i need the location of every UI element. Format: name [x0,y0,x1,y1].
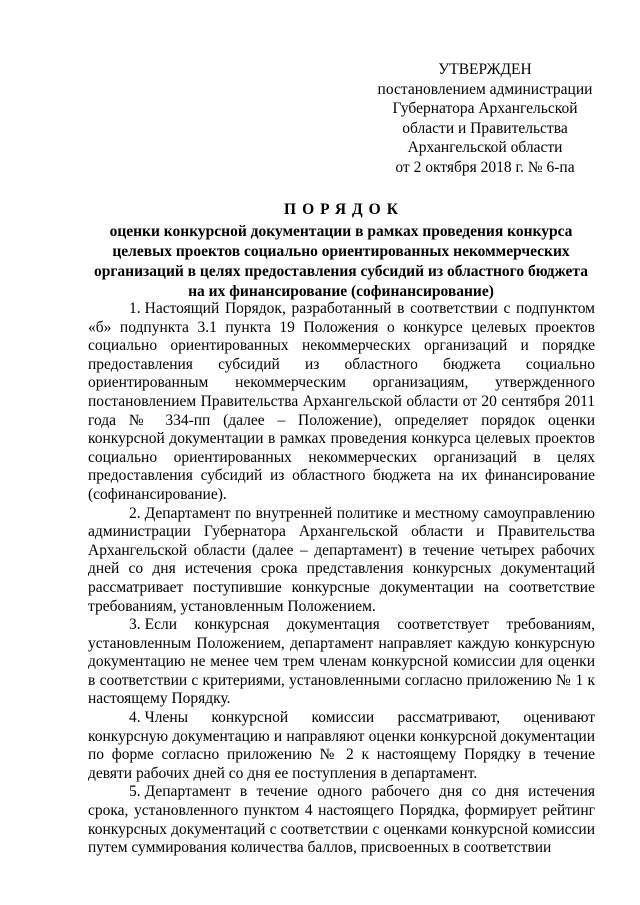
approval-line: Архангельской области [407,139,563,157]
subtitle-line: организаций в целях предоставления субсидий из областного бюджета [94,263,588,280]
approval-stamp [372,60,598,178]
paragraph-number: 4. [129,709,141,727]
title-subtitle [88,222,594,302]
paragraph-number: 5. [129,783,141,801]
paragraph-number: 3. [129,616,141,634]
approval-line: от 2 октября 2018 г. № 6-па [395,158,575,176]
paragraph-text: Департамент по внутренней политике и местному самоуправлению администрации Губернатора Архангельской области и Правительства Архангельской области (далее – департамент) в течение четырех рабочих дней со дня истечения срока представления конкурсных документаций рассматривает поступившие конкурсные документации на соответствие требованиям, установленным Положением. [88,504,595,615]
approval-line: УТВЕРЖДЕН [438,61,532,78]
approval-line: Губернатора Архангельской [392,100,578,118]
document-body [88,300,595,858]
paragraph-1 [88,300,595,505]
approval-line: области и Правительства [402,119,568,137]
subtitle-line: оценки конкурсной документации в рамках проведения конкурса [109,223,573,240]
subtitle-line: на их финансирование (софинансирование) [188,283,494,300]
paragraph-4 [88,709,595,783]
paragraph-number: 2. [129,504,141,522]
document-title [88,200,594,302]
paragraph-2 [88,505,595,617]
paragraph-text: Настоящий Порядок, разработанный в соответствии с подпунктом «б» подпункта 3.1 пункта 19 Положения о конкурсе целевых проектов социально ориентированных некоммерческих организаций и порядке предоставления субсидий из областного бюджета социально ориентированным некоммерческим организациям, утвержденного постановлением Правительства Архангельской области от 20 сентября 2011 года № 334-пп (далее – Положение), определяет порядок оценки конкурсной документации в рамках проведения конкурса целевых проектов социально ориентированных некоммерческих организаций в целях предоставления субсидий из областного бюджета на их финансирование (софинансирование). [88,300,595,503]
title-main: ПОРЯДОК [284,201,404,218]
subtitle-line: целевых проектов социально ориентированных некоммерческих [112,243,570,260]
paragraph-5 [88,783,595,857]
paragraph-3 [88,616,595,709]
paragraph-text: Члены конкурсной комиссии рассматривают, оценивают конкурсную документацию и направляют оценки конкурсной документации по форме согласно приложению № 2 к настоящему Порядку в течение девяти рабочих дней со дня ее поступления в департамент. [88,709,595,782]
paragraph-text: Если конкурсная документация соответствует требованиям, установленным Положением, департамент направляет каждую конкурсную документацию не менее чем трем членам конкурсной комиссии для оценки в соответствии с критериями, установленными согласно приложению № 1 к настоящему Порядку. [88,616,595,708]
paragraph-number: 1. [129,300,141,317]
approval-line: постановлением администрации [377,80,593,98]
paragraph-text: Департамент в течение одного рабочего дня со дня истечения срока, установленного пунктом 4 настоящего Порядка, формирует рейтинг конкурсных документаций с соответствии с оценками конкурсной комиссии путем суммирования количества баллов, присвоенных в соответствии [88,783,595,857]
